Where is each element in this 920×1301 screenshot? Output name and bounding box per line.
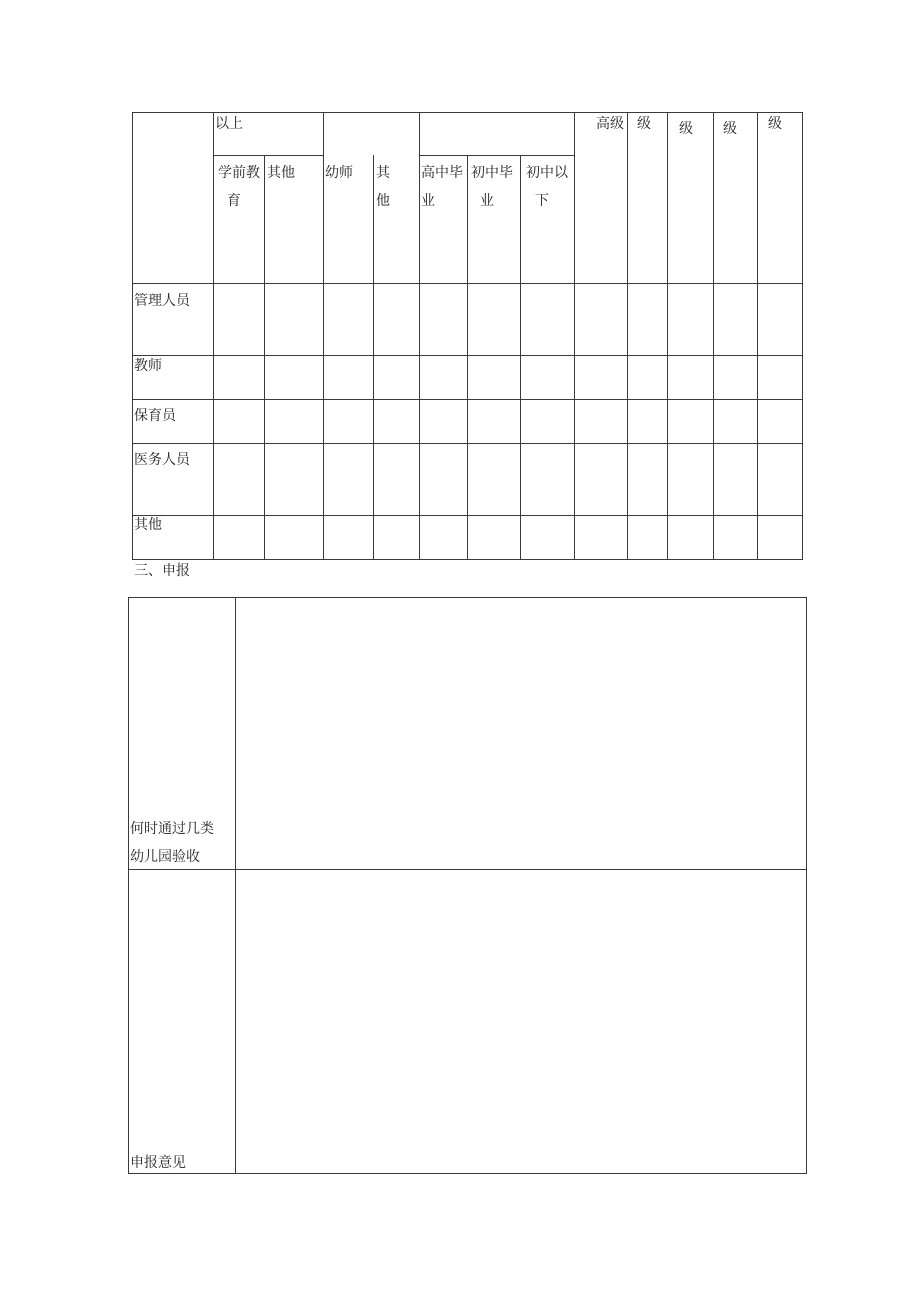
row-label-teacher: 教师 — [134, 358, 162, 374]
subheader-kindergarten-teacher: 幼师 — [325, 165, 353, 181]
report-label-opinion: 申报意见 — [130, 1155, 186, 1171]
row-label-caregiver: 保育员 — [134, 408, 176, 424]
report-label-acceptance: 何时通过几类 幼儿园验收 — [130, 821, 214, 865]
header-grade-3: 级 — [723, 121, 737, 137]
section-title: 三、申报 — [134, 563, 190, 579]
subheader-other-1: 其他 — [267, 165, 295, 181]
row-label-management: 管理人员 — [134, 293, 190, 309]
subheader-other-2: 其 他 — [376, 165, 390, 209]
row-label-other: 其他 — [134, 517, 162, 533]
report-value-acceptance[interactable] — [237, 599, 804, 867]
header-grade-2: 级 — [679, 121, 693, 137]
header-above-label: 以上 — [215, 116, 243, 132]
subheader-high-school: 高中毕 业 — [421, 165, 463, 209]
header-grade-1: 级 — [637, 116, 651, 132]
row-label-medical: 医务人员 — [134, 452, 190, 468]
subheader-junior-high: 初中毕 业 — [471, 165, 513, 209]
header-senior-title: 高级 — [596, 116, 624, 132]
subheader-below-junior: 初中以 下 — [526, 165, 568, 209]
subheader-preschool-edu: 学前教 育 — [218, 165, 260, 209]
header-grade-4: 级 — [768, 116, 782, 132]
report-value-opinion[interactable] — [237, 871, 804, 1171]
